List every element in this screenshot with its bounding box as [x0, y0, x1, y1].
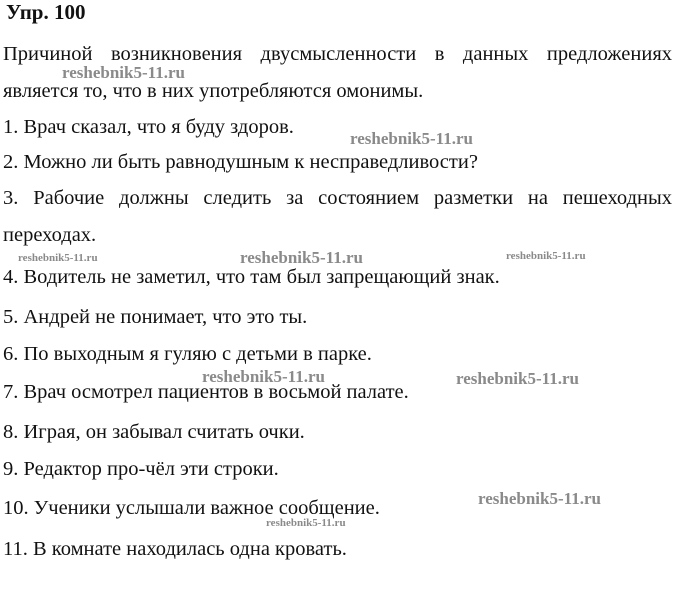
sentence-11: 11. В комнате находилась одна кровать.	[3, 538, 347, 560]
sentence-3: 3. Рабочие должны следить за состоянием разметки на пешеходных переходах.	[3, 187, 672, 246]
intro-paragraph: Причиной возникновения двусмысленности в данных предложениях является то, что в них употребляются омонимы.	[3, 43, 672, 102]
watermark: reshebnik5-11.ru	[506, 250, 586, 262]
sentence-10: 10. Ученики услышали важное сообщение.	[3, 497, 380, 519]
watermark: reshebnik5-11.ru	[350, 129, 473, 148]
sentence-4: 4. Водитель не заметил, что там был запрещающий знак.	[3, 266, 500, 288]
watermark: reshebnik5-11.ru	[62, 63, 185, 82]
watermark: reshebnik5-11.ru	[478, 489, 601, 508]
sentence-7: 7. Врач осмотрел пациентов в восьмой палате.	[3, 381, 409, 403]
sentence-6: 6. По выходным я гуляю с детьми в парке.	[3, 343, 372, 365]
sentence-8: 8. Играя, он забывал считать очки.	[3, 421, 305, 443]
sentence-5: 5. Андрей не понимает, что это ты.	[3, 306, 308, 328]
watermark: reshebnik5-11.ru	[18, 252, 98, 264]
watermark: reshebnik5-11.ru	[240, 248, 363, 267]
sentence-1: 1. Врач сказал, что я буду здоров.	[3, 116, 294, 138]
sentence-9: 9. Редактор про-чёл эти строки.	[3, 458, 279, 480]
watermark: reshebnik5-11.ru	[456, 369, 579, 388]
sentence-2: 2. Можно ли быть равнодушным к несправедливости?	[3, 151, 478, 173]
watermark: reshebnik5-11.ru	[202, 367, 325, 386]
exercise-title: Упр. 100	[6, 0, 86, 24]
watermark: reshebnik5-11.ru	[266, 517, 346, 529]
